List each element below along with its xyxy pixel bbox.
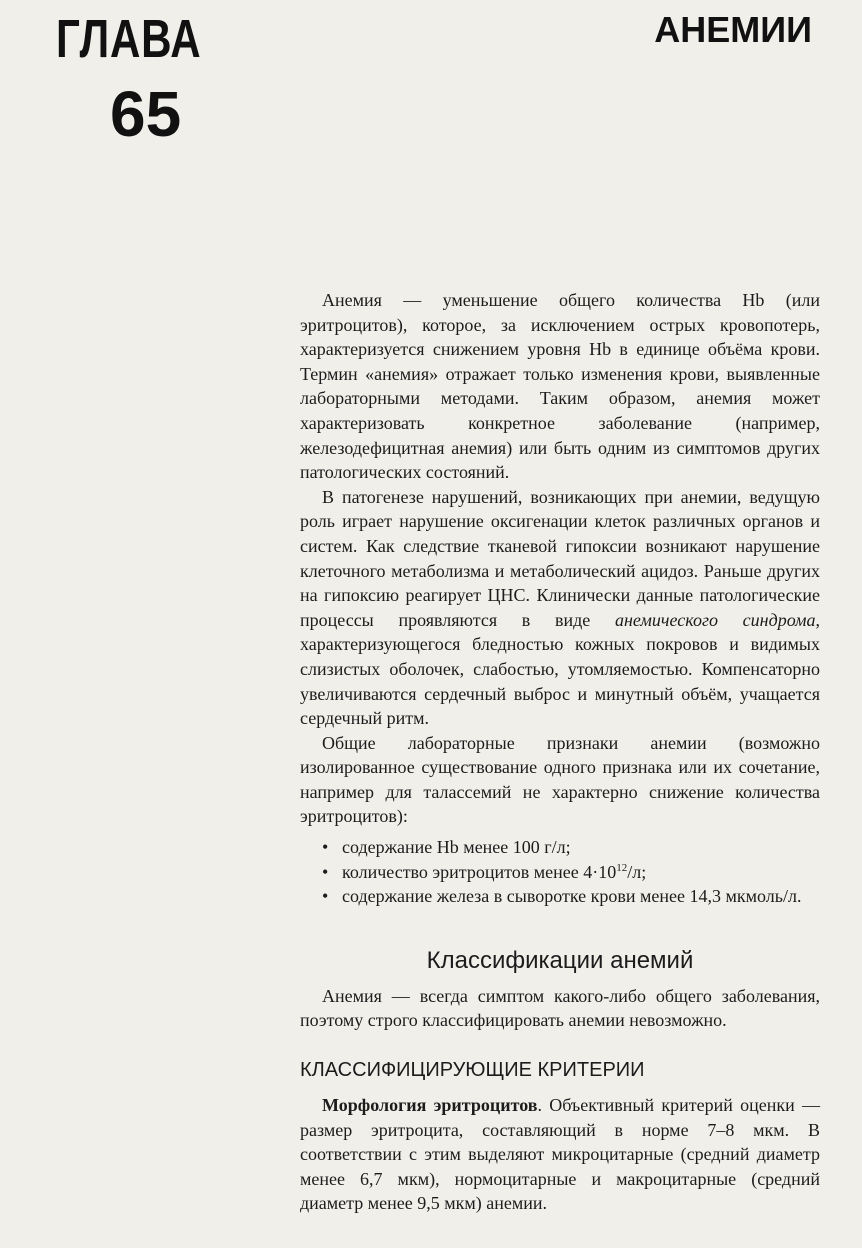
chapter-number: 65 — [110, 78, 182, 150]
intro-paragraph-3: Общие лабораторные признаки анемии (возможно изолированное существование одного признака или их сочетание, например для талассемий не характерно снижение количества эритроцитов): — [300, 732, 820, 827]
pathogenesis-text-a: В патогенезе нарушений, возникающих при анемии, ведущую роль играет нарушение оксигенации клеток различных органов и систем. Как следствие тканевой гипоксии возникают нарушение клеточного метаболизма и метаболический ацидоз. Раньше других на гипоксию реагирует ЦНС. Клинически данные патологические процессы проявляются в виде — [300, 486, 820, 630]
chapter-label: ГЛАВА — [56, 9, 202, 69]
morphology-paragraph — [300, 1093, 820, 1216]
intro-paragraph-2 — [300, 485, 820, 731]
list-item: • содержание железа в сыворотке крови менее 14,3 мкмоль/л. — [300, 884, 820, 909]
erythrocyte-criterion: количество эритроцитов менее 4·10 — [342, 861, 617, 882]
list-item: • содержание Hb менее 100 г/л; — [300, 835, 820, 860]
subsection-heading: КЛАССИФИЦИРУЮЩИЕ КРИТЕРИИ — [300, 1059, 645, 1082]
lab-criteria-list — [300, 835, 820, 909]
section-heading: Классификации анемий — [426, 946, 694, 974]
chapter-title: АНЕМИИ — [654, 9, 812, 50]
intro-paragraph-1: Анемия — уменьшение общего количества Hb (или эритроцитов), которое, за исключением острых кровопотерь, характеризуется снижением уровня Hb в единице объёма крови. Термин «анемия» отражает только изменения крови, выявленные лабораторными методами. Таким образом, анемия может характеризовать конкретное заболевание (например, железодефицитная анемия) или быть одним из симптомов других патологических состояний. — [300, 290, 820, 483]
list-item — [300, 860, 820, 885]
unit-suffix: /л; — [627, 861, 647, 882]
classification-paragraph: Анемия — всегда симптом какого-либо общего заболевания, поэтому строго классифицировать анемии невозможно. — [300, 985, 820, 1031]
morphology-lead: Морфология эритроцитов — [322, 1095, 538, 1116]
pathogenesis-text-b: , характеризующегося бледностью кожных покровов и видимых слизистых оболочек, слабостью, утомляемостью. Компенсаторно увеличиваются сердечный выброс и минутный объём, учащается сердечный ритм. — [300, 609, 821, 729]
main-text — [300, 288, 820, 1216]
anemic-syndrome-term: анемического синдрома — [614, 609, 816, 630]
exponent: 12 — [616, 861, 628, 874]
morphology-text: . Объективный критерий оценки — размер эритроцита, составляющий в норме 7–8 мкм. В соответствии с этим выделяют микроцитарные (средний диаметр менее 6,7 мкм), нормоцитарные и макроцитарные (средний диаметр менее 9,5 мкм) анемии. — [300, 1095, 820, 1214]
